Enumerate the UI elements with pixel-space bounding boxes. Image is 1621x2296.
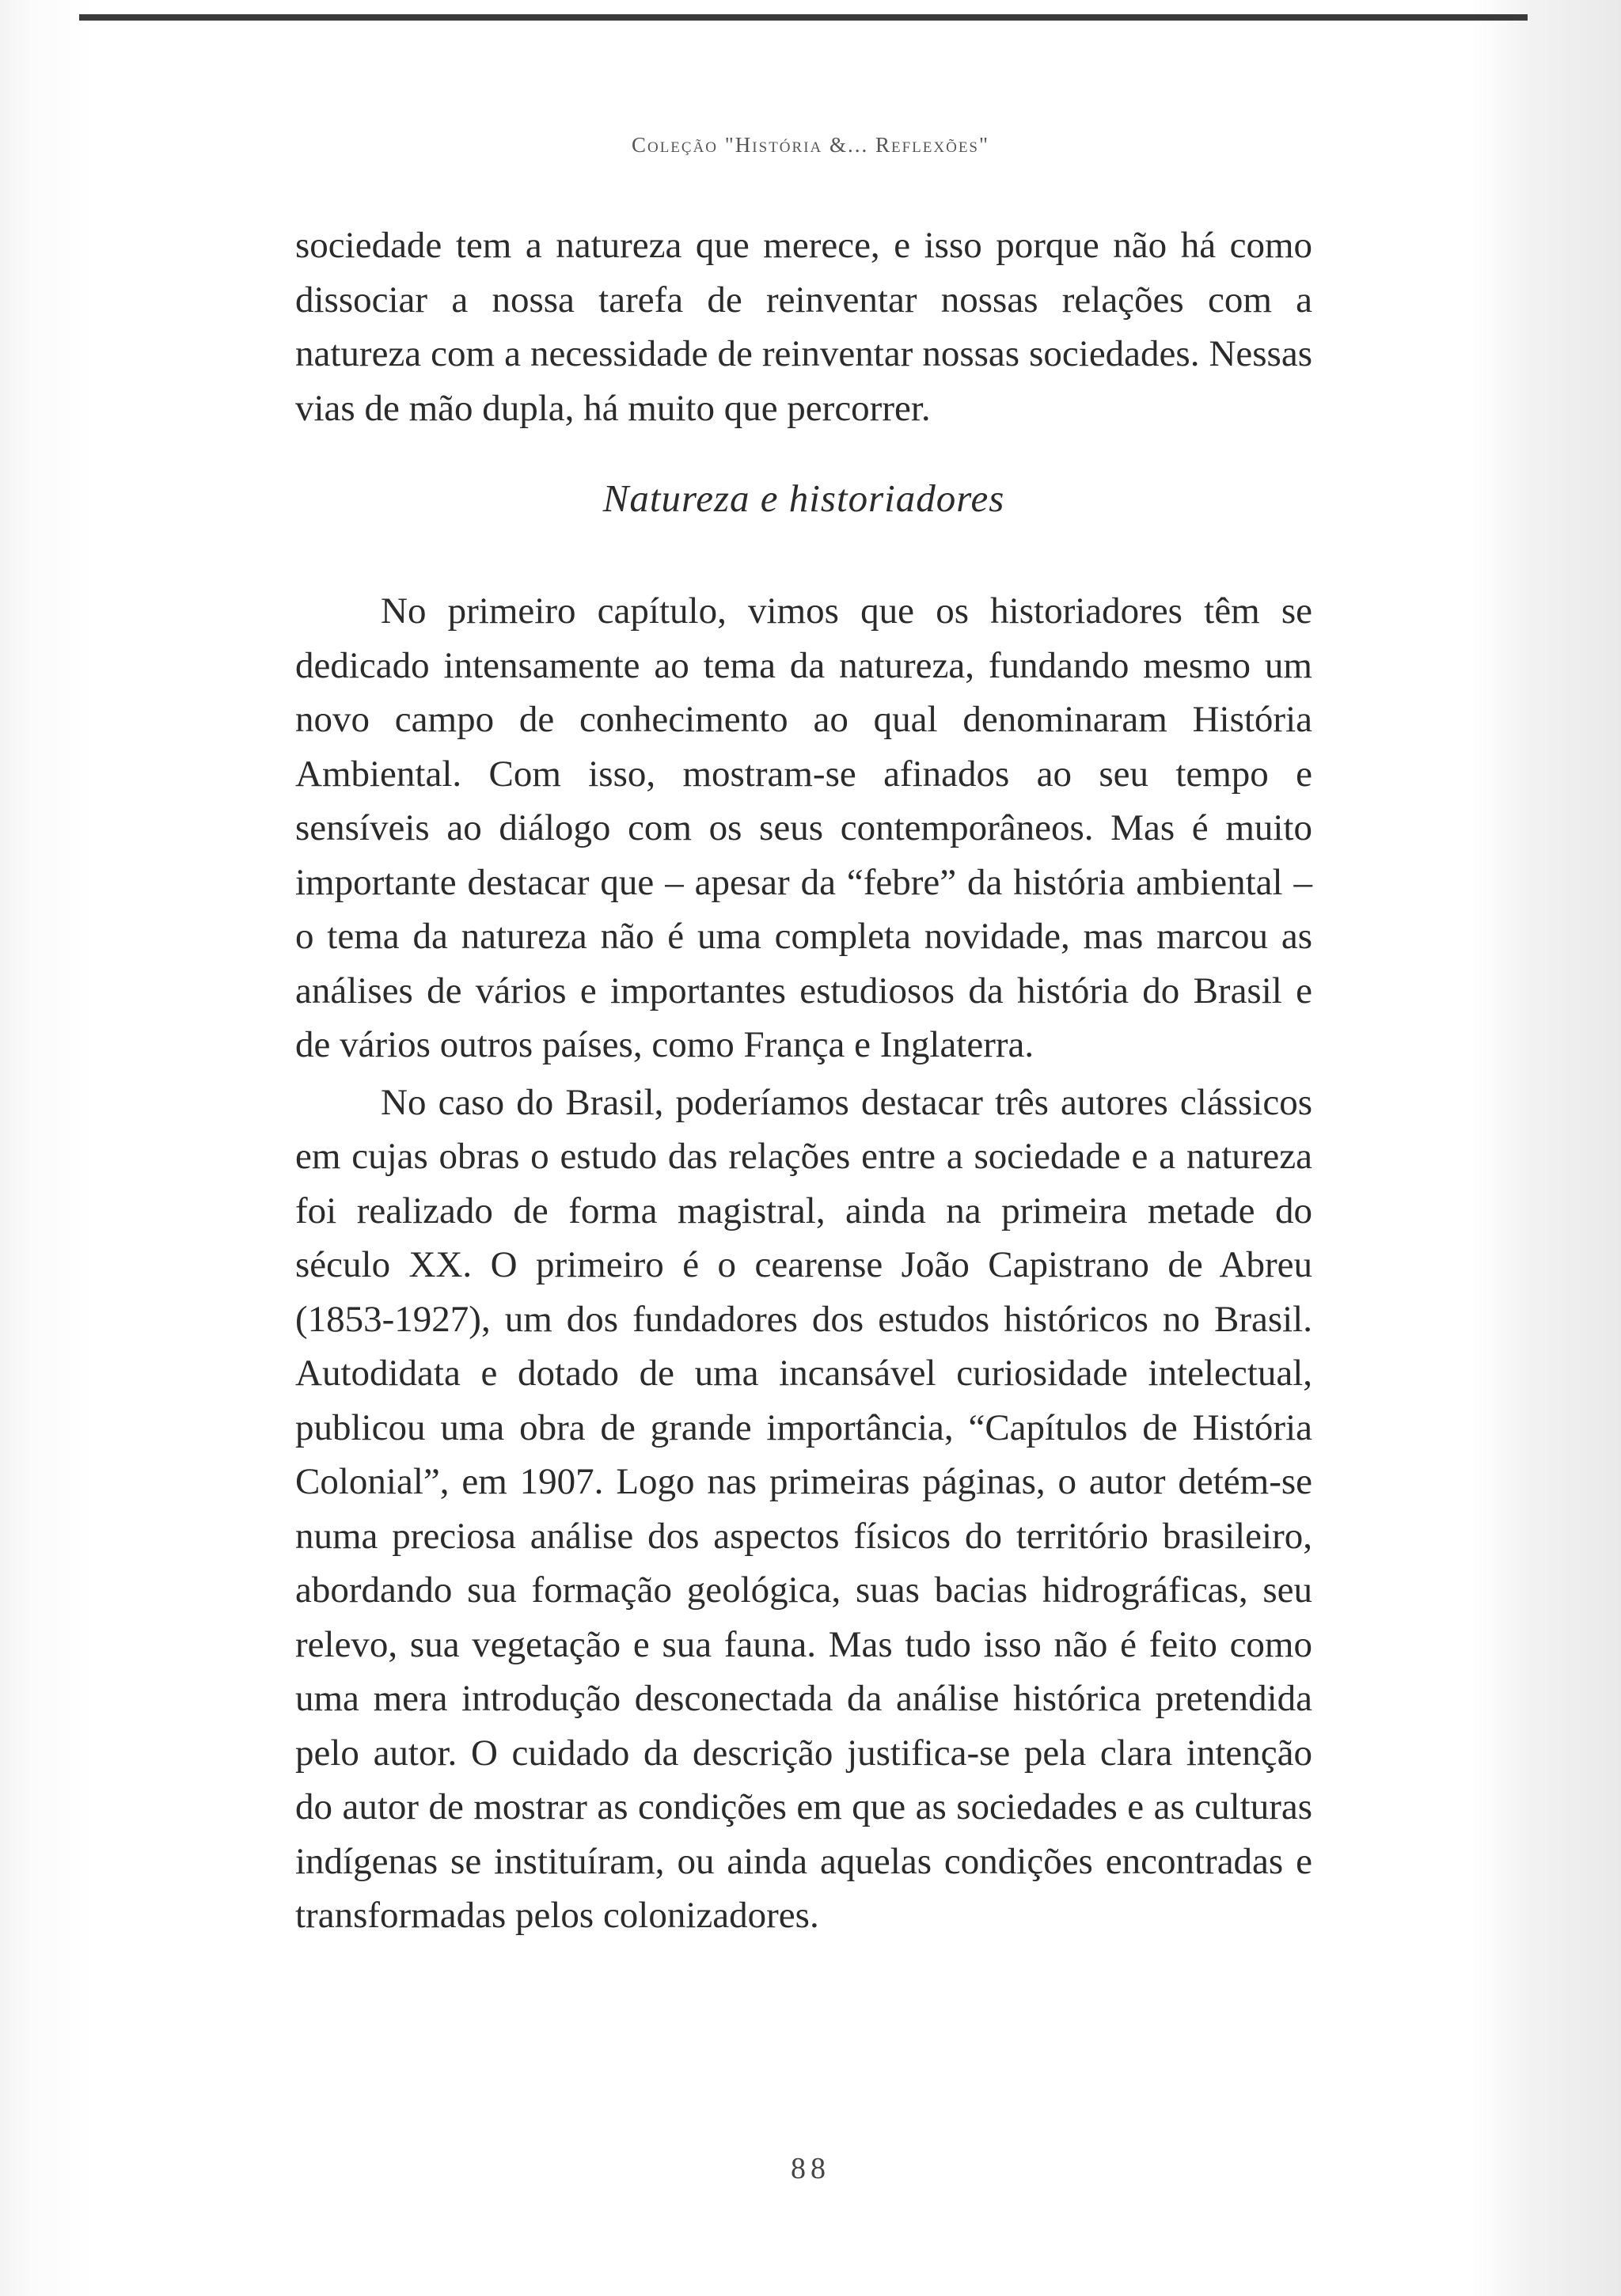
top-rule [79,14,1528,21]
opening-paragraph: sociedade tem a natureza que merece, e isso porque não há como dissociar a nossa tarefa de reinventar nossas relações com a natureza com a necessidade de reinventar nossas sociedades. Nessas vias de mão dupla, há muito que percorrer. [295,225,1312,429]
paragraph-1: No primeiro capítulo, vimos que os historiadores têm se dedicado intensamente ao tema da natureza, fundando mesmo um novo campo de conhecimento ao qual denominaram História Ambiental. Com isso, mostram-se afinados ao seu tempo e sensíveis ao diálogo com os seus contemporâneos. Mas é muito importante destacar que – apesar da “febre” da história ambiental – o tema da natureza não é uma completa novidade, mas marcou as análises de vários e importantes estudiosos da história do Brasil e de vários outros países, como França e Inglaterra. [295,590,1312,1065]
page-number: 88 [791,2152,830,2185]
running-header: Coleção "História &... Reflexões" [631,133,990,157]
section-title: Natureza e historiadores [602,476,1005,520]
page-content [295,218,1312,1943]
paragraph-2: No caso do Brasil, poderíamos destacar três autores clássicos em cujas obras o estudo das relações entre a sociedade e a natureza foi realizado de forma magistral, ainda na primeira metade do século XX. O primeiro é o cearense João Capistrano de Abreu (1853-1927), um dos fundadores dos estudos históricos no Brasil. Autodidata e dotado de uma incansável curiosidade intelectual, publicou uma obra de grande importância, “Capítulos de História Colonial”, em 1907. Logo nas primeiras páginas, o autor detém-se numa preciosa análise dos aspectos físicos do território brasileiro, abordando sua formação geológica, suas bacias hidrográficas, seu relevo, sua vegetação e sua fauna. Mas tudo isso não é feito como uma mera introdução desconectada da análise histórica pretendida pelo autor. O cuidado da descrição justifica-se pela clara intenção do autor de mostrar as condições em que as sociedades e as culturas indígenas se instituíram, ou ainda aquelas condições encontradas e transformadas pelos colonizadores. [295,1081,1312,1936]
